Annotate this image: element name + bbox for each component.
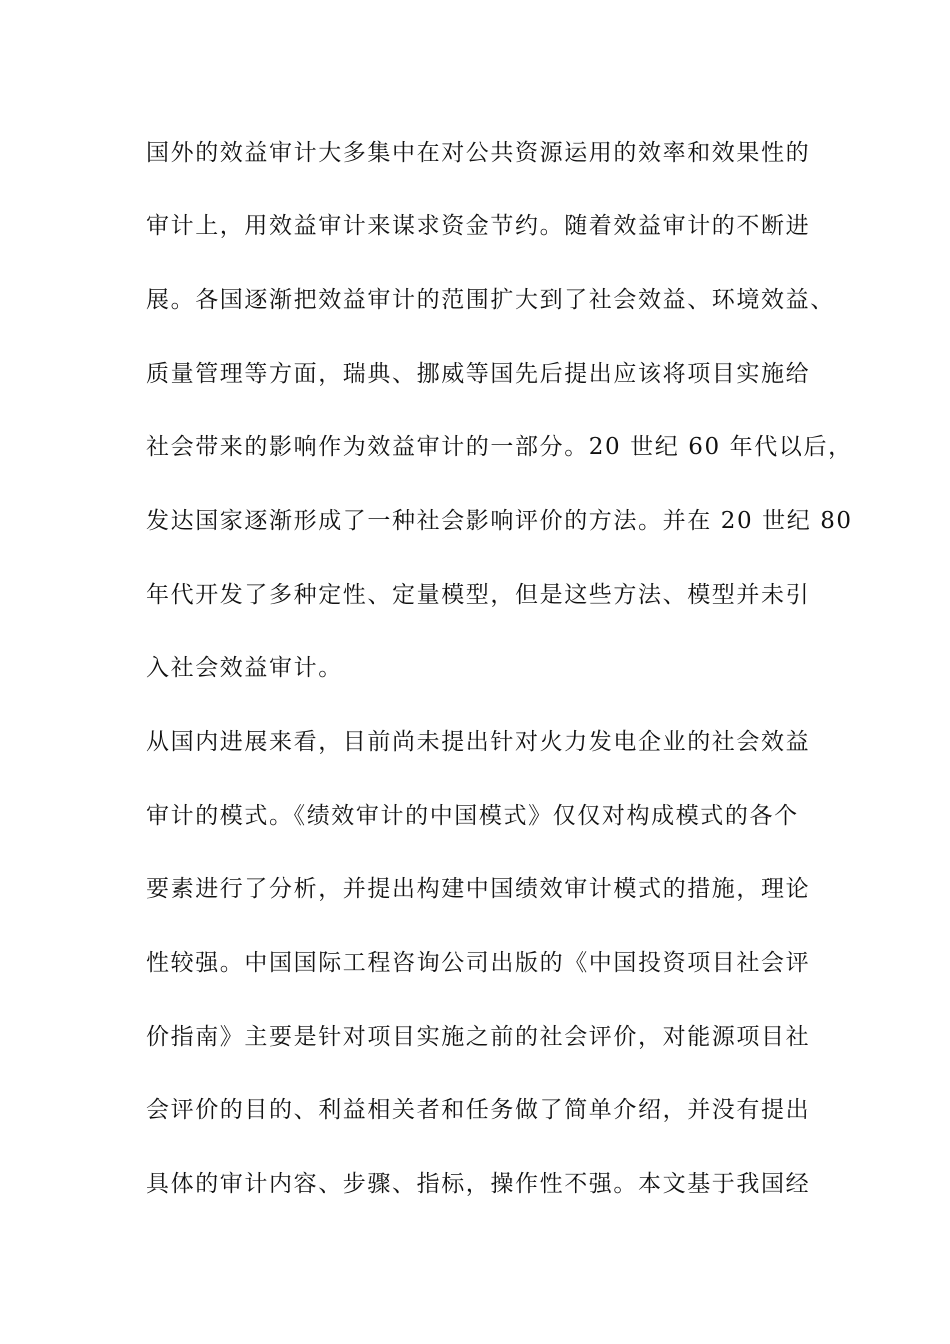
text-line: 审计的模式。《绩效审计的中国模式》仅仅对构成模式的各个 (146, 803, 799, 829)
text-line: 会评价的目的、利益相关者和任务做了简单介绍，并没有提出 (146, 1097, 811, 1123)
text-line: 年代开发了多种定性、定量模型，但是这些方法、模型并未引 (146, 582, 811, 608)
text-line: 从国内进展来看，目前尚未提出针对火力发电企业的社会效益 (146, 729, 811, 755)
text-line: 审计上，用效益审计来谋求资金节约。随着效益审计的不断进 (146, 213, 811, 239)
text-line: 入社会效益审计。 (146, 655, 343, 681)
text-line: 国外的效益审计大多集中在对公共资源运用的效率和效果性的 (146, 140, 811, 166)
text-line: 发达国家逐渐形成了一种社会影响评价的方法。并在 20 世纪 80 (146, 508, 853, 534)
text-line: 具体的审计内容、步骤、指标，操作性不强。本文基于我国经 (146, 1171, 811, 1197)
text-line: 展。各国逐渐把效益审计的范围扩大到了社会效益、环境效益、 (146, 287, 835, 313)
text-line: 社会带来的影响作为效益审计的一部分。20 世纪 60 年代以后， (146, 434, 853, 460)
text-line: 要素进行了分析，并提出构建中国绩效审计模式的措施，理论 (146, 876, 811, 902)
text-line: 性较强。中国国际工程咨询公司出版的《中国投资项目社会评 (146, 950, 811, 976)
text-line: 价指南》主要是针对项目实施之前的社会评价，对能源项目社 (146, 1024, 811, 1050)
text-line: 质量管理等方面，瑞典、挪威等国先后提出应该将项目实施给 (146, 361, 811, 387)
